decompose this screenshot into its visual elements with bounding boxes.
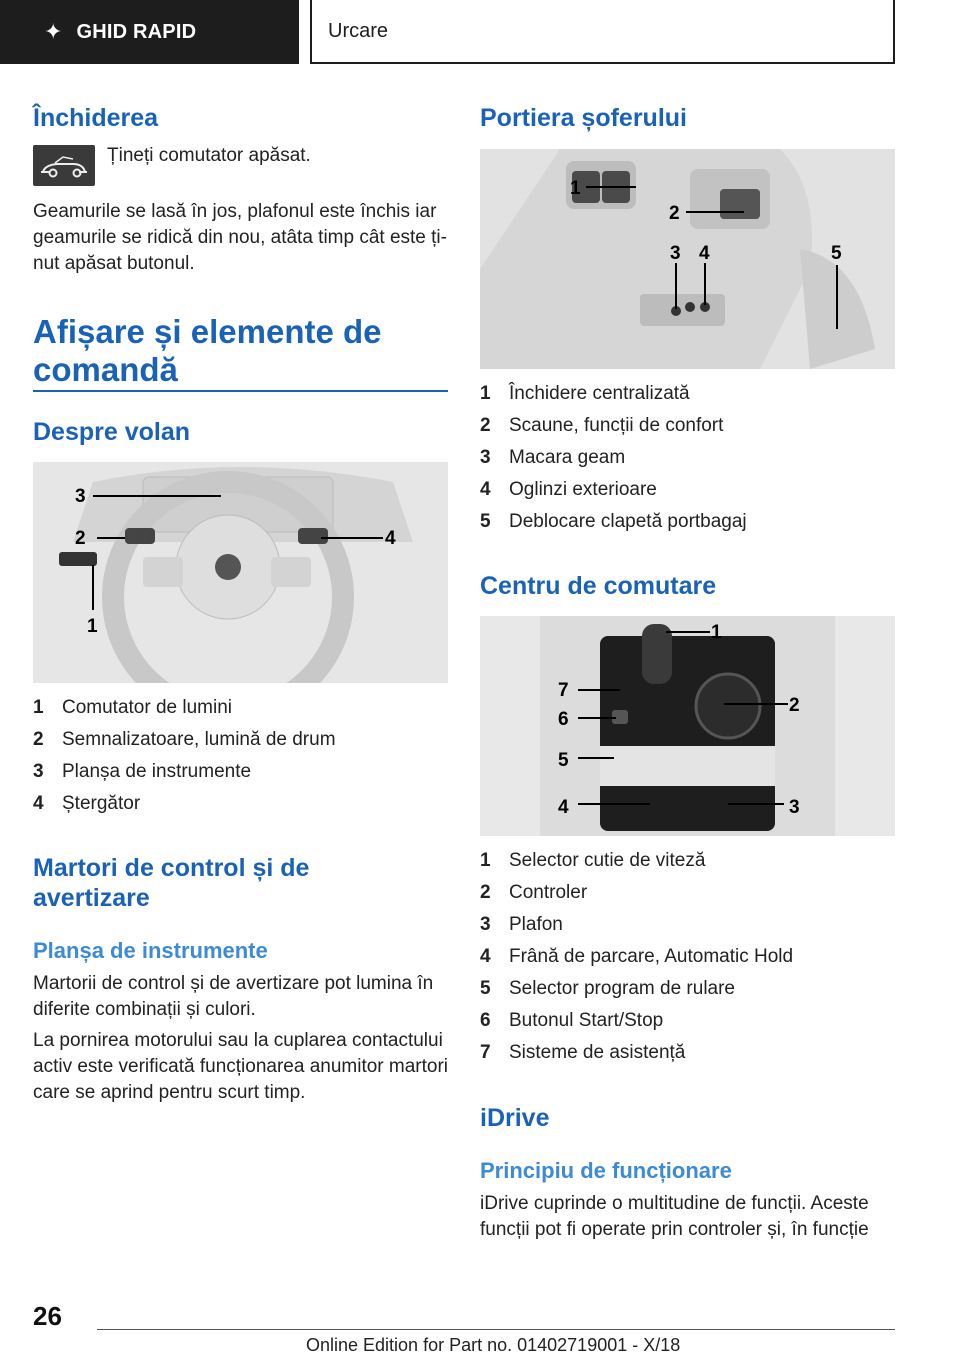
closing-icon-text: Țineți comutator apăsat. bbox=[107, 145, 311, 166]
center-console-legend bbox=[480, 845, 895, 1069]
door-callout-3: 3 bbox=[670, 243, 681, 264]
door-callout-1: 1 bbox=[570, 178, 581, 199]
list-item: 3 Macara geam bbox=[480, 447, 626, 468]
chapter-tab[interactable] bbox=[0, 0, 299, 64]
closing-title: Închiderea bbox=[33, 104, 159, 132]
console-callout-5: 5 bbox=[558, 750, 569, 771]
list-item: 4 Oglinzi exterioare bbox=[480, 479, 657, 500]
idrive-title: iDrive bbox=[480, 1104, 550, 1132]
idrive-paragraph: iDrive cuprinde o multitudine de funcții. Aceste funcții pot fi operate prin controler și, în funcție bbox=[480, 1193, 869, 1240]
warning-paragraph-1: Martorii de control și de avertizare pot lumina în diferite combinații și culori. bbox=[33, 973, 434, 1020]
list-item: 3 Plafon bbox=[480, 914, 563, 935]
list-item: 1 Comutator de lumini bbox=[33, 697, 233, 718]
door-title: Portiera șoferului bbox=[480, 104, 687, 132]
console-callout-4: 4 bbox=[558, 797, 569, 818]
console-callout-6: 6 bbox=[558, 709, 569, 730]
list-item: 1 Închidere centralizată bbox=[480, 383, 690, 404]
list-item: 4 Frână de parcare, Automatic Hold bbox=[480, 946, 794, 967]
quick-guide-icon: ✦ bbox=[44, 19, 63, 44]
door-legend bbox=[480, 378, 895, 538]
list-item: 2 Semnalizatoare, lumină de drum bbox=[33, 729, 336, 750]
chapter-tab-label: GHID RAPID bbox=[76, 20, 197, 43]
closing-paragraph: Geamurile se lasă în jos, plafonul este închis iar geamurile se ridică din nou, atâta timp cât este ți-nut apăsat butonul. bbox=[33, 201, 447, 274]
center-console-title: Centru de comutare bbox=[480, 572, 717, 600]
list-item: 5 Deblocare clapetă portbagaj bbox=[480, 511, 747, 532]
title-rule bbox=[33, 390, 448, 392]
door-callout-4: 4 bbox=[699, 243, 710, 264]
main-title: Afișare și elemente de comandă bbox=[33, 313, 382, 388]
console-callout-3: 3 bbox=[789, 797, 800, 818]
list-item: 2 Scaune, funcții de confort bbox=[480, 415, 724, 436]
convertible-icon bbox=[33, 145, 95, 186]
steering-title: Despre volan bbox=[33, 418, 191, 446]
list-item: 7 Sisteme de asistență bbox=[480, 1042, 686, 1063]
steering-callout-4: 4 bbox=[385, 528, 396, 549]
list-item: 1 Selector cutie de viteză bbox=[480, 850, 706, 871]
list-item: 2 Controler bbox=[480, 882, 588, 903]
section-label: Urcare bbox=[328, 19, 389, 42]
driver-door-image bbox=[480, 149, 895, 369]
steering-legend bbox=[33, 692, 448, 820]
list-item: 6 Butonul Start/Stop bbox=[480, 1010, 664, 1031]
list-item: 3 Planșa de instrumente bbox=[33, 761, 252, 782]
page-number: 26 bbox=[33, 1301, 62, 1331]
door-callout-5: 5 bbox=[831, 243, 842, 264]
list-item: 5 Selector program de rulare bbox=[480, 978, 735, 999]
console-callout-1: 1 bbox=[711, 622, 722, 643]
door-callout-2: 2 bbox=[669, 203, 680, 224]
center-console-image bbox=[480, 616, 895, 836]
warning-lights-title: Martori de control și de avertizare bbox=[33, 854, 310, 912]
steering-callout-2: 2 bbox=[75, 528, 86, 549]
list-item: 4 Ștergător bbox=[33, 793, 141, 814]
edition-text: Online Edition for Part no. 01402719001 - X/18 bbox=[306, 1335, 681, 1355]
warning-paragraph-2: La pornirea motorului sau la cuplarea contactului activ este verificată funcționarea anumitor martori care se aprind pentru scurt timp. bbox=[33, 1030, 449, 1103]
footer-rule bbox=[97, 1329, 895, 1330]
steering-wheel-image bbox=[33, 462, 448, 683]
section-header bbox=[310, 0, 895, 64]
instrument-cluster-subtitle: Planșa de instrumente bbox=[33, 938, 268, 963]
idrive-subtitle: Principiu de funcționare bbox=[480, 1158, 732, 1183]
steering-callout-3: 3 bbox=[75, 486, 86, 507]
console-callout-2: 2 bbox=[789, 695, 800, 716]
console-callout-7: 7 bbox=[558, 680, 569, 701]
steering-callout-1: 1 bbox=[87, 616, 98, 637]
